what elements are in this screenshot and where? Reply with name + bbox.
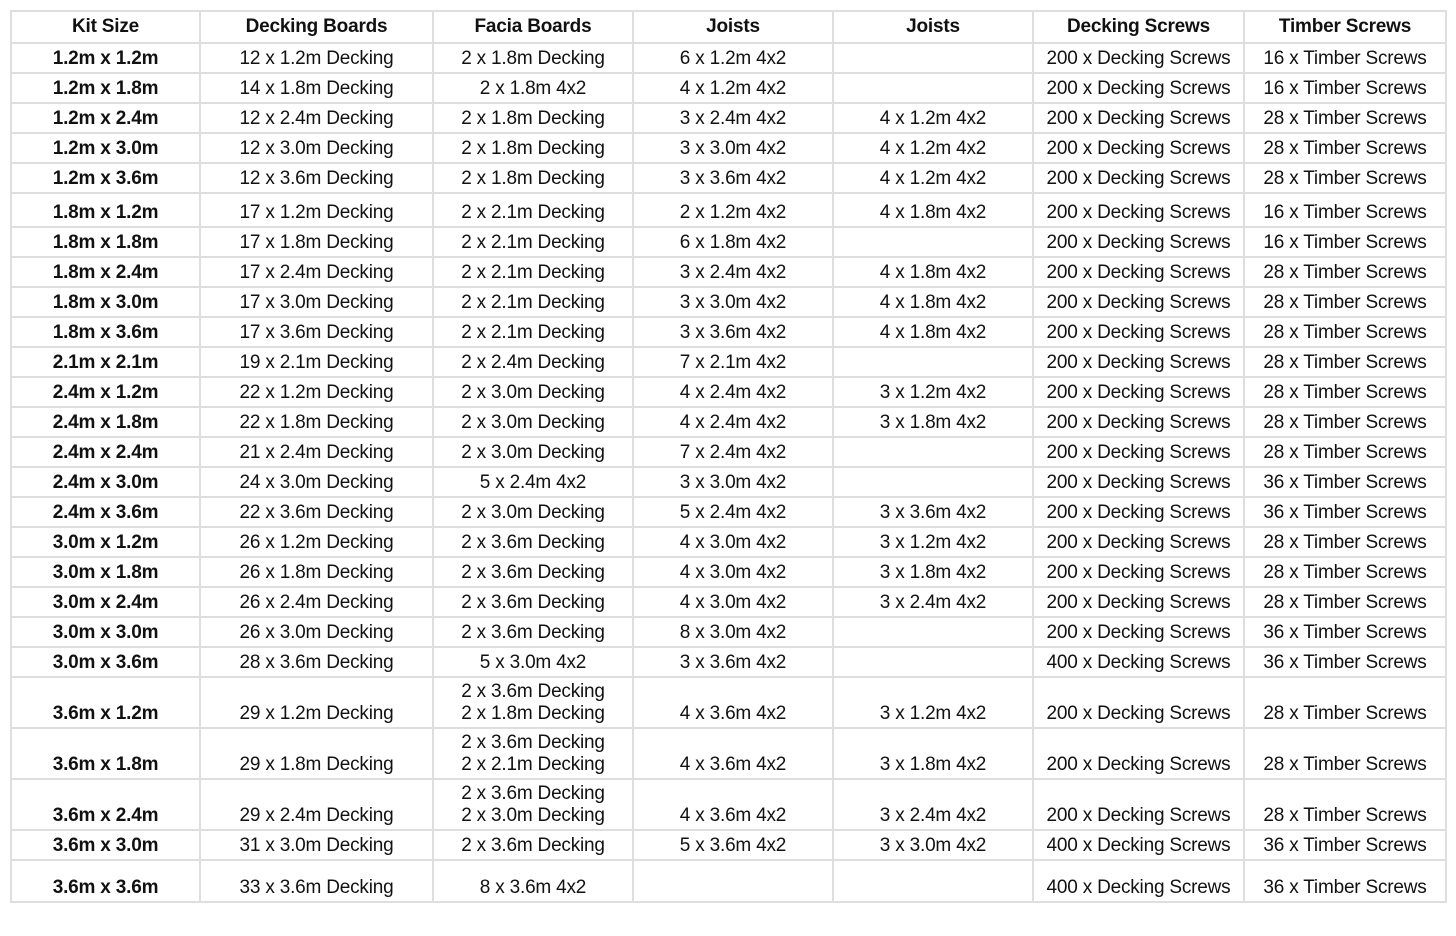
cell-joists-secondary: 4 x 1.8m 4x2 [833, 287, 1033, 317]
facia-line: 2 x 3.6m Decking [461, 732, 605, 753]
facia-line: 2 x 2.4m Decking [461, 352, 605, 373]
cell-joists [633, 860, 833, 902]
cell-decking-boards: 26 x 1.8m Decking [200, 557, 433, 587]
cell-decking-boards: 28 x 3.6m Decking [200, 647, 433, 677]
facia-line: 2 x 2.1m Decking [461, 232, 605, 253]
cell-kit-size: 2.1m x 2.1m [11, 347, 200, 377]
header-timber-screws: Timber Screws [1244, 11, 1446, 43]
cell-joists-secondary: 3 x 1.2m 4x2 [833, 377, 1033, 407]
facia-line: 2 x 1.8m Decking [461, 108, 605, 129]
cell-decking-boards: 17 x 2.4m Decking [200, 257, 433, 287]
table-body [11, 43, 1446, 902]
cell-facia-boards [433, 133, 633, 163]
cell-facia-boards [433, 557, 633, 587]
cell-joists: 4 x 2.4m 4x2 [633, 407, 833, 437]
table-row [11, 557, 1446, 587]
cell-timber-screws: 36 x Timber Screws [1244, 830, 1446, 860]
facia-line: 2 x 2.1m Decking [461, 262, 605, 283]
facia-line: 2 x 3.6m Decking [461, 783, 605, 804]
cell-decking-boards: 29 x 2.4m Decking [200, 779, 433, 830]
cell-timber-screws: 36 x Timber Screws [1244, 497, 1446, 527]
cell-decking-boards: 14 x 1.8m Decking [200, 73, 433, 103]
cell-kit-size: 2.4m x 3.6m [11, 497, 200, 527]
cell-decking-screws: 200 x Decking Screws [1033, 347, 1244, 377]
cell-joists-secondary: 3 x 1.8m 4x2 [833, 407, 1033, 437]
cell-timber-screws: 28 x Timber Screws [1244, 287, 1446, 317]
cell-decking-boards: 12 x 2.4m Decking [200, 103, 433, 133]
cell-joists: 8 x 3.0m 4x2 [633, 617, 833, 647]
cell-kit-size: 3.0m x 1.2m [11, 527, 200, 557]
cell-joists: 4 x 3.0m 4x2 [633, 587, 833, 617]
table-row [11, 437, 1446, 467]
facia-line: 2 x 3.0m Decking [461, 442, 605, 463]
header-joists-secondary: Joists [833, 11, 1033, 43]
table-row [11, 377, 1446, 407]
cell-decking-boards: 31 x 3.0m Decking [200, 830, 433, 860]
cell-facia-boards [433, 163, 633, 193]
header-joists: Joists [633, 11, 833, 43]
facia-line: 2 x 3.6m Decking [461, 835, 605, 856]
cell-timber-screws: 36 x Timber Screws [1244, 860, 1446, 902]
cell-joists-secondary: 3 x 1.2m 4x2 [833, 527, 1033, 557]
cell-joists: 3 x 2.4m 4x2 [633, 103, 833, 133]
cell-timber-screws: 28 x Timber Screws [1244, 587, 1446, 617]
cell-joists: 4 x 1.2m 4x2 [633, 73, 833, 103]
cell-facia-boards [433, 728, 633, 779]
cell-joists: 3 x 3.0m 4x2 [633, 133, 833, 163]
cell-decking-screws: 400 x Decking Screws [1033, 860, 1244, 902]
cell-decking-screws: 200 x Decking Screws [1033, 407, 1244, 437]
table-row [11, 163, 1446, 193]
cell-joists: 2 x 1.2m 4x2 [633, 193, 833, 227]
cell-joists-secondary [833, 437, 1033, 467]
header-row [11, 11, 1446, 43]
cell-decking-screws: 400 x Decking Screws [1033, 830, 1244, 860]
table-row [11, 677, 1446, 728]
cell-facia-boards [433, 377, 633, 407]
cell-facia-boards [433, 617, 633, 647]
facia-line: 2 x 1.8m Decking [461, 48, 605, 69]
cell-facia-boards [433, 467, 633, 497]
cell-decking-boards: 29 x 1.8m Decking [200, 728, 433, 779]
cell-joists: 4 x 3.0m 4x2 [633, 557, 833, 587]
cell-decking-screws: 200 x Decking Screws [1033, 437, 1244, 467]
cell-decking-screws: 400 x Decking Screws [1033, 647, 1244, 677]
cell-timber-screws: 28 x Timber Screws [1244, 377, 1446, 407]
cell-joists-secondary: 3 x 2.4m 4x2 [833, 587, 1033, 617]
cell-decking-screws: 200 x Decking Screws [1033, 527, 1244, 557]
table-row [11, 587, 1446, 617]
cell-timber-screws: 28 x Timber Screws [1244, 347, 1446, 377]
cell-joists-secondary: 3 x 2.4m 4x2 [833, 779, 1033, 830]
cell-decking-screws: 200 x Decking Screws [1033, 43, 1244, 73]
facia-line: 2 x 1.8m Decking [461, 138, 605, 159]
cell-timber-screws: 28 x Timber Screws [1244, 437, 1446, 467]
cell-facia-boards [433, 830, 633, 860]
cell-decking-screws: 200 x Decking Screws [1033, 377, 1244, 407]
cell-kit-size: 1.8m x 3.6m [11, 317, 200, 347]
facia-line: 2 x 1.8m Decking [461, 168, 605, 189]
header-decking-screws: Decking Screws [1033, 11, 1244, 43]
cell-decking-boards: 26 x 1.2m Decking [200, 527, 433, 557]
cell-joists-secondary [833, 227, 1033, 257]
facia-line: 2 x 2.1m Decking [461, 322, 605, 343]
cell-decking-boards: 12 x 1.2m Decking [200, 43, 433, 73]
table-row [11, 467, 1446, 497]
cell-joists-secondary: 3 x 1.8m 4x2 [833, 557, 1033, 587]
cell-kit-size: 3.6m x 1.8m [11, 728, 200, 779]
cell-facia-boards [433, 677, 633, 728]
facia-line: 5 x 2.4m 4x2 [479, 472, 587, 493]
cell-kit-size: 1.2m x 1.8m [11, 73, 200, 103]
cell-kit-size: 3.6m x 2.4m [11, 779, 200, 830]
table-row [11, 527, 1446, 557]
cell-joists: 4 x 3.6m 4x2 [633, 677, 833, 728]
cell-joists: 3 x 3.0m 4x2 [633, 467, 833, 497]
cell-kit-size: 2.4m x 1.2m [11, 377, 200, 407]
facia-line: 2 x 2.1m Decking [461, 292, 605, 313]
facia-line: 2 x 3.6m Decking [461, 592, 605, 613]
cell-joists-secondary [833, 73, 1033, 103]
cell-facia-boards [433, 73, 633, 103]
cell-decking-screws: 200 x Decking Screws [1033, 287, 1244, 317]
cell-timber-screws: 28 x Timber Screws [1244, 557, 1446, 587]
cell-facia-boards [433, 43, 633, 73]
cell-decking-boards: 17 x 1.8m Decking [200, 227, 433, 257]
facia-line: 2 x 3.6m Decking [461, 622, 605, 643]
cell-timber-screws: 28 x Timber Screws [1244, 779, 1446, 830]
cell-kit-size: 1.8m x 3.0m [11, 287, 200, 317]
cell-joists: 7 x 2.1m 4x2 [633, 347, 833, 377]
cell-timber-screws: 16 x Timber Screws [1244, 73, 1446, 103]
cell-kit-size: 2.4m x 3.0m [11, 467, 200, 497]
cell-joists: 7 x 2.4m 4x2 [633, 437, 833, 467]
cell-decking-screws: 200 x Decking Screws [1033, 677, 1244, 728]
cell-facia-boards [433, 347, 633, 377]
cell-decking-screws: 200 x Decking Screws [1033, 227, 1244, 257]
cell-facia-boards [433, 860, 633, 902]
cell-decking-screws: 200 x Decking Screws [1033, 617, 1244, 647]
cell-decking-boards: 33 x 3.6m Decking [200, 860, 433, 902]
cell-decking-boards: 29 x 1.2m Decking [200, 677, 433, 728]
cell-facia-boards [433, 317, 633, 347]
cell-decking-screws: 200 x Decking Screws [1033, 103, 1244, 133]
cell-decking-screws: 200 x Decking Screws [1033, 587, 1244, 617]
cell-facia-boards [433, 227, 633, 257]
cell-joists-secondary [833, 860, 1033, 902]
cell-joists-secondary: 4 x 1.8m 4x2 [833, 193, 1033, 227]
cell-decking-screws: 200 x Decking Screws [1033, 497, 1244, 527]
cell-facia-boards [433, 497, 633, 527]
cell-facia-boards [433, 527, 633, 557]
cell-facia-boards [433, 587, 633, 617]
facia-line: 2 x 2.1m Decking [461, 202, 605, 223]
cell-kit-size: 2.4m x 1.8m [11, 407, 200, 437]
cell-decking-screws: 200 x Decking Screws [1033, 73, 1244, 103]
cell-joists: 6 x 1.8m 4x2 [633, 227, 833, 257]
cell-timber-screws: 16 x Timber Screws [1244, 227, 1446, 257]
cell-timber-screws: 36 x Timber Screws [1244, 617, 1446, 647]
cell-joists: 4 x 3.6m 4x2 [633, 779, 833, 830]
facia-line: 2 x 3.6m Decking [461, 681, 605, 702]
cell-joists-secondary: 4 x 1.2m 4x2 [833, 163, 1033, 193]
cell-joists: 4 x 3.6m 4x2 [633, 728, 833, 779]
cell-kit-size: 1.8m x 2.4m [11, 257, 200, 287]
cell-timber-screws: 28 x Timber Screws [1244, 257, 1446, 287]
cell-decking-boards: 12 x 3.6m Decking [200, 163, 433, 193]
cell-facia-boards [433, 437, 633, 467]
cell-joists-secondary [833, 43, 1033, 73]
facia-line: 2 x 2.1m Decking [461, 754, 605, 775]
cell-joists: 4 x 3.0m 4x2 [633, 527, 833, 557]
cell-decking-boards: 21 x 2.4m Decking [200, 437, 433, 467]
cell-timber-screws: 28 x Timber Screws [1244, 527, 1446, 557]
cell-kit-size: 3.6m x 1.2m [11, 677, 200, 728]
facia-line: 2 x 3.0m Decking [461, 502, 605, 523]
cell-kit-size: 3.0m x 3.6m [11, 647, 200, 677]
cell-facia-boards [433, 257, 633, 287]
cell-timber-screws: 28 x Timber Screws [1244, 728, 1446, 779]
cell-kit-size: 1.2m x 2.4m [11, 103, 200, 133]
cell-kit-size: 1.2m x 3.0m [11, 133, 200, 163]
table-row [11, 497, 1446, 527]
cell-decking-boards: 17 x 3.0m Decking [200, 287, 433, 317]
table-row [11, 43, 1446, 73]
cell-facia-boards [433, 193, 633, 227]
table-row [11, 73, 1446, 103]
cell-decking-boards: 12 x 3.0m Decking [200, 133, 433, 163]
cell-joists-secondary: 3 x 1.2m 4x2 [833, 677, 1033, 728]
table-row [11, 257, 1446, 287]
header-kit-size: Kit Size [11, 11, 200, 43]
facia-line: 5 x 3.0m 4x2 [479, 652, 587, 673]
facia-line: 2 x 3.6m Decking [461, 562, 605, 583]
table-row [11, 728, 1446, 779]
cell-kit-size: 1.8m x 1.2m [11, 193, 200, 227]
facia-line: 8 x 3.6m 4x2 [479, 877, 587, 898]
cell-kit-size: 1.8m x 1.8m [11, 227, 200, 257]
cell-joists-secondary: 4 x 1.2m 4x2 [833, 133, 1033, 163]
cell-decking-boards: 24 x 3.0m Decking [200, 467, 433, 497]
facia-line: 2 x 3.6m Decking [461, 532, 605, 553]
cell-kit-size: 3.6m x 3.0m [11, 830, 200, 860]
cell-timber-screws: 28 x Timber Screws [1244, 133, 1446, 163]
cell-joists: 3 x 3.6m 4x2 [633, 647, 833, 677]
table-row [11, 227, 1446, 257]
cell-joists: 6 x 1.2m 4x2 [633, 43, 833, 73]
table-row [11, 347, 1446, 377]
cell-joists: 5 x 2.4m 4x2 [633, 497, 833, 527]
cell-timber-screws: 36 x Timber Screws [1244, 647, 1446, 677]
cell-timber-screws: 16 x Timber Screws [1244, 43, 1446, 73]
cell-facia-boards [433, 103, 633, 133]
table-row [11, 317, 1446, 347]
cell-decking-screws: 200 x Decking Screws [1033, 257, 1244, 287]
header-decking-boards: Decking Boards [200, 11, 433, 43]
cell-decking-boards: 26 x 2.4m Decking [200, 587, 433, 617]
cell-joists-secondary [833, 647, 1033, 677]
cell-decking-screws: 200 x Decking Screws [1033, 163, 1244, 193]
table-row [11, 647, 1446, 677]
cell-joists: 3 x 2.4m 4x2 [633, 257, 833, 287]
cell-decking-screws: 200 x Decking Screws [1033, 467, 1244, 497]
cell-decking-boards: 17 x 1.2m Decking [200, 193, 433, 227]
cell-decking-screws: 200 x Decking Screws [1033, 557, 1244, 587]
cell-joists-secondary [833, 467, 1033, 497]
table-row [11, 287, 1446, 317]
cell-timber-screws: 16 x Timber Screws [1244, 193, 1446, 227]
cell-decking-boards: 22 x 1.2m Decking [200, 377, 433, 407]
cell-kit-size: 1.2m x 1.2m [11, 43, 200, 73]
cell-decking-screws: 200 x Decking Screws [1033, 133, 1244, 163]
cell-decking-screws: 200 x Decking Screws [1033, 317, 1244, 347]
cell-decking-boards: 19 x 2.1m Decking [200, 347, 433, 377]
cell-decking-boards: 22 x 3.6m Decking [200, 497, 433, 527]
cell-decking-boards: 17 x 3.6m Decking [200, 317, 433, 347]
cell-timber-screws: 28 x Timber Screws [1244, 677, 1446, 728]
cell-joists-secondary: 3 x 3.0m 4x2 [833, 830, 1033, 860]
cell-joists-secondary: 3 x 1.8m 4x2 [833, 728, 1033, 779]
cell-joists-secondary: 4 x 1.8m 4x2 [833, 257, 1033, 287]
table-row [11, 193, 1446, 227]
cell-kit-size: 2.4m x 2.4m [11, 437, 200, 467]
cell-kit-size: 1.2m x 3.6m [11, 163, 200, 193]
cell-joists: 3 x 3.0m 4x2 [633, 287, 833, 317]
facia-line: 2 x 1.8m 4x2 [479, 78, 587, 99]
cell-decking-boards: 26 x 3.0m Decking [200, 617, 433, 647]
cell-joists: 5 x 3.6m 4x2 [633, 830, 833, 860]
facia-line: 2 x 3.0m Decking [461, 382, 605, 403]
table-row [11, 860, 1446, 902]
table-row [11, 133, 1446, 163]
cell-facia-boards [433, 407, 633, 437]
cell-joists-secondary: 4 x 1.8m 4x2 [833, 317, 1033, 347]
cell-joists-secondary [833, 347, 1033, 377]
facia-line: 2 x 3.0m Decking [461, 805, 605, 826]
cell-joists: 3 x 3.6m 4x2 [633, 163, 833, 193]
cell-timber-screws: 28 x Timber Screws [1244, 407, 1446, 437]
table-row [11, 103, 1446, 133]
cell-kit-size: 3.6m x 3.6m [11, 860, 200, 902]
table-row [11, 779, 1446, 830]
cell-joists-secondary: 4 x 1.2m 4x2 [833, 103, 1033, 133]
cell-timber-screws: 28 x Timber Screws [1244, 163, 1446, 193]
cell-facia-boards [433, 779, 633, 830]
cell-decking-screws: 200 x Decking Screws [1033, 193, 1244, 227]
cell-kit-size: 3.0m x 3.0m [11, 617, 200, 647]
table-row [11, 617, 1446, 647]
cell-facia-boards [433, 647, 633, 677]
cell-joists-secondary: 3 x 3.6m 4x2 [833, 497, 1033, 527]
cell-kit-size: 3.0m x 1.8m [11, 557, 200, 587]
cell-decking-screws: 200 x Decking Screws [1033, 779, 1244, 830]
cell-timber-screws: 36 x Timber Screws [1244, 467, 1446, 497]
cell-decking-boards: 22 x 1.8m Decking [200, 407, 433, 437]
cell-decking-screws: 200 x Decking Screws [1033, 728, 1244, 779]
cell-joists: 3 x 3.6m 4x2 [633, 317, 833, 347]
cell-kit-size: 3.0m x 2.4m [11, 587, 200, 617]
facia-line: 2 x 1.8m Decking [461, 703, 605, 724]
cell-timber-screws: 28 x Timber Screws [1244, 103, 1446, 133]
table-row [11, 407, 1446, 437]
cell-joists-secondary [833, 617, 1033, 647]
table-row [11, 830, 1446, 860]
cell-timber-screws: 28 x Timber Screws [1244, 317, 1446, 347]
facia-line: 2 x 3.0m Decking [461, 412, 605, 433]
decking-kit-table [10, 10, 1447, 903]
cell-facia-boards [433, 287, 633, 317]
cell-joists: 4 x 2.4m 4x2 [633, 377, 833, 407]
header-facia-boards: Facia Boards [433, 11, 633, 43]
